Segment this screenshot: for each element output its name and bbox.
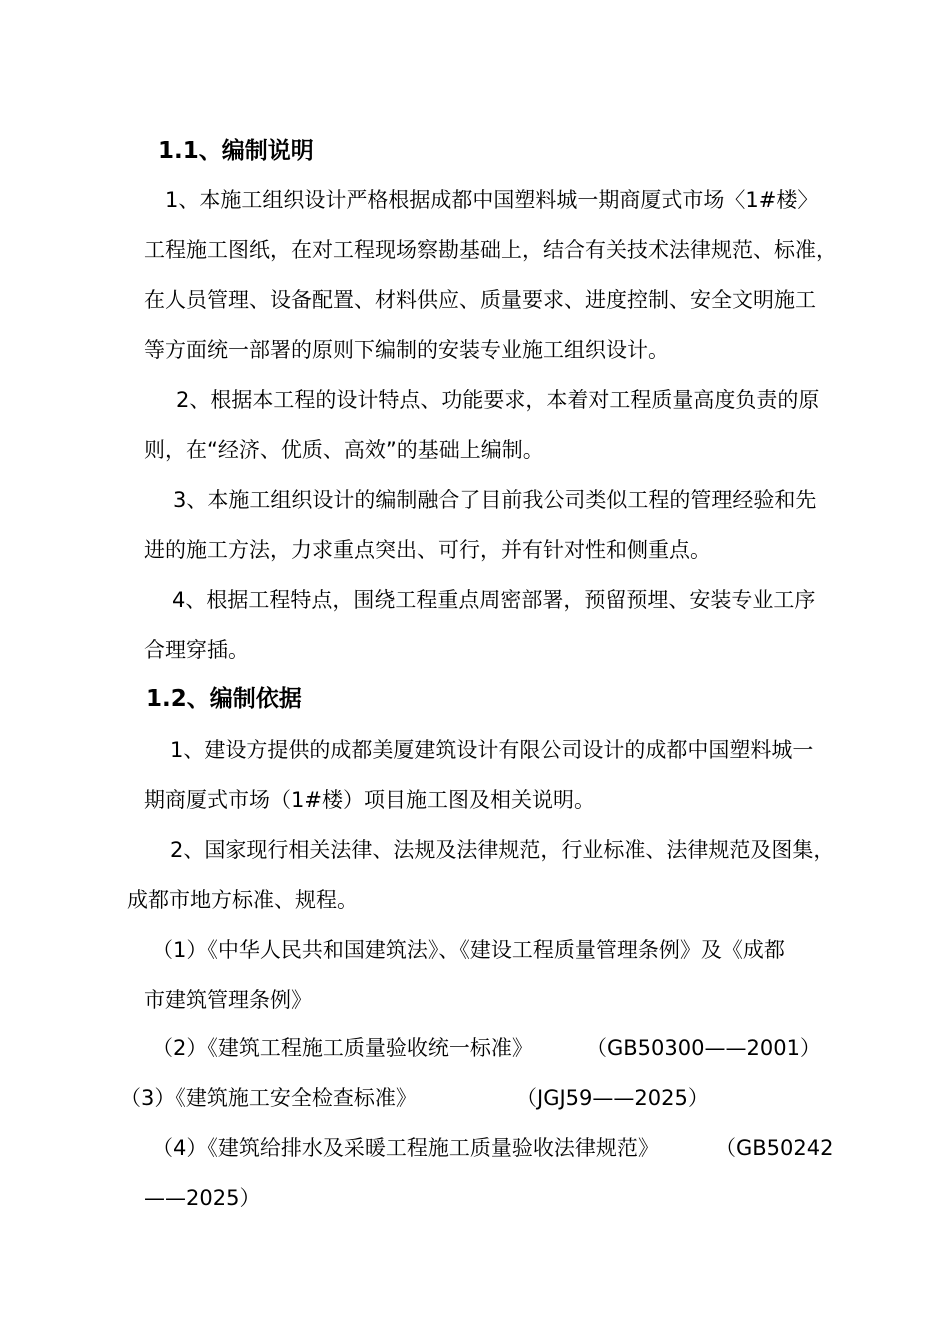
standard-code: ——2025）	[144, 1186, 261, 1210]
paragraph-line: 等方面统一部署的原则下编制的安装专业施工组织设计。	[144, 338, 669, 362]
paragraph-line: 1、建设方提供的成都美厦建筑设计有限公司设计的成都中国塑料城一	[170, 738, 814, 762]
paragraph-line: 4、根据工程特点，围绕工程重点周密部署，预留预埋、安装专业工序	[172, 588, 816, 612]
list-item-title: （4）《建筑给排水及采暖工程施工质量验收法律规范》	[152, 1136, 659, 1160]
paragraph-line: 在人员管理、设备配置、材料供应、质量要求、进度控制、安全文明施工	[144, 288, 816, 312]
paragraph-line: 2、国家现行相关法律、法规及法律规范，行业标准、法律规范及图集，	[170, 838, 835, 862]
paragraph-line: 工程施工图纸，在对工程现场察勘基础上，结合有关技术法律规范、标准，	[144, 238, 837, 262]
list-item-line: 市建筑管理条例》	[144, 988, 312, 1012]
standard-code: （JGJ59——2025）	[516, 1086, 709, 1110]
list-item-title: （3）《建筑施工安全检查标准》	[120, 1086, 417, 1110]
paragraph-line: 2、根据本工程的设计特点、功能要求，本着对工程质量高度负责的原	[176, 388, 820, 412]
list-item-line: （1）《中华人民共和国建筑法》、《建设工程质量管理条例》及《成都	[152, 938, 785, 962]
paragraph-line: 成都市地方标准、规程。	[127, 888, 358, 912]
section-heading-1-2: 1.2、编制依据	[146, 686, 302, 712]
paragraph-line: 3、本施工组织设计的编制融合了目前我公司类似工程的管理经验和先	[173, 488, 817, 512]
list-item-title: （2）《建筑工程施工质量验收统一标准》	[152, 1036, 533, 1060]
section-heading-1-1: 1.1、编制说明	[158, 138, 314, 164]
paragraph-line: 期商厦式市场（1#楼）项目施工图及相关说明。	[144, 788, 595, 812]
standard-code: （GB50300——2001）	[586, 1036, 821, 1060]
paragraph-line: 1、本施工组织设计严格根据成都中国塑料城一期商厦式市场〈1#楼〉	[165, 188, 819, 212]
paragraph-line: 合理穿插。	[144, 638, 249, 662]
paragraph-line: 则，在“经济、优质、高效”的基础上编制。	[144, 438, 544, 462]
paragraph-line: 进的施工方法，力求重点突出、可行，并有针对性和侧重点。	[144, 538, 711, 562]
standard-code: （GB50242	[715, 1136, 834, 1160]
